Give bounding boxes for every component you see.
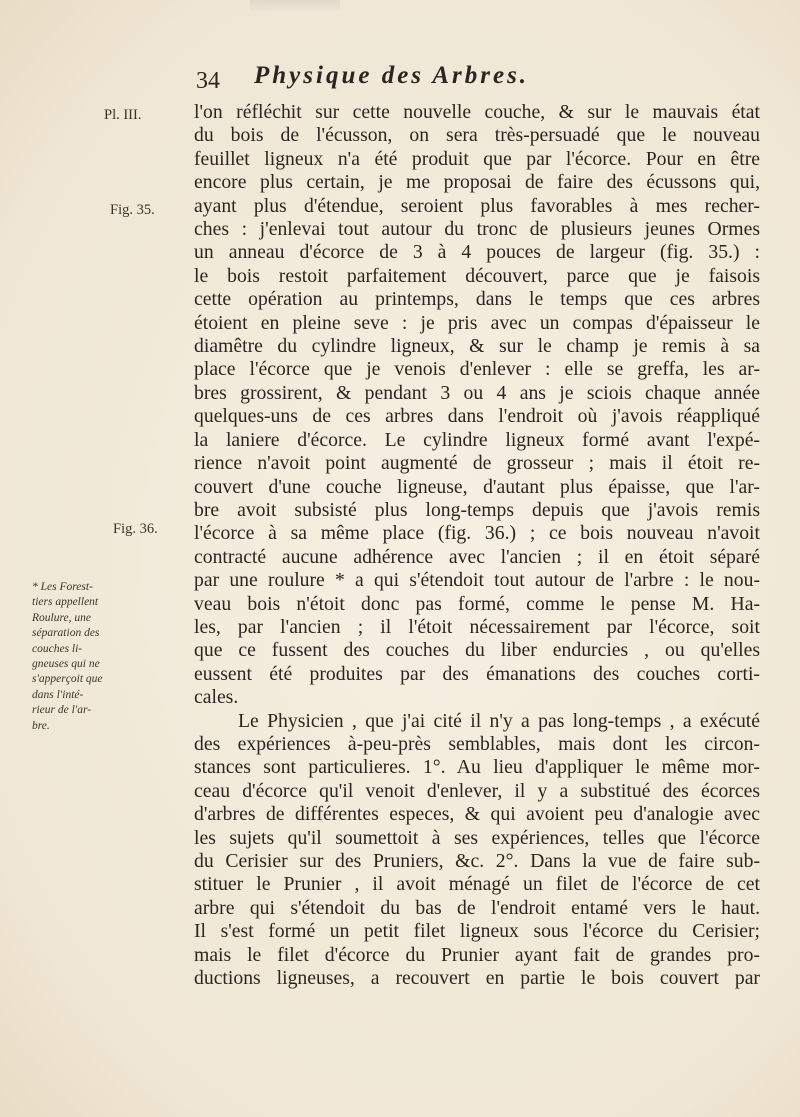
page-number: 34 <box>196 68 220 94</box>
footnote-line: Roulure, une <box>32 611 91 624</box>
text-line: place l'écorce que je venois d'enlever : elle se greffa, les ar- <box>194 358 760 381</box>
text-line: cales. <box>194 686 239 709</box>
text-line: encore plus certain, je me proposai de faire des écussons qui, <box>194 171 760 194</box>
text-line: ches : j'enlevai tout autour du tronc de plusieurs jeunes Ormes <box>194 218 760 241</box>
text-line: d'arbres de différentes especes, & qui avoient peu d'analogie avec <box>194 803 760 826</box>
footnote-line: gneuses qui ne <box>32 658 100 671</box>
footnote <box>32 580 152 734</box>
footnote-line: rieur de l'ar- <box>32 704 92 717</box>
text-line: couvert d'une couche ligneuse, d'autant plus épaisse, que l'ar- <box>194 475 760 498</box>
footnote-line: dans l'inté- <box>32 688 84 701</box>
margin-note-fig35: Fig. 35. <box>110 202 155 218</box>
text-line: des expériences à-peu-près semblables, mais dont les circon- <box>194 732 760 755</box>
text-line: l'écorce à sa même place (fig. 36.) ; ce bois nouveau n'avoit <box>194 522 760 545</box>
text-line: du bois de l'écusson, on sera très-persuadé que le nouveau <box>194 124 760 147</box>
text-line: ductions ligneuses, a recouvert en partie le bois couvert par <box>194 967 760 990</box>
text-line: stituer le Prunier , il avoit ménagé un filet de l'écorce de cet <box>194 873 760 896</box>
text-line: bre avoit subsisté plus long-temps depuis que j'avois remis <box>194 498 760 521</box>
footnote-line: tiers appellent <box>32 596 99 609</box>
running-title: Physique des Arbres. <box>254 62 530 89</box>
text-line: ceau d'écorce qu'il venoit d'enlever, il y a substitué des écorces <box>194 779 760 802</box>
text-line: stances sont particulieres. 1°. Au lieu d'appliquer le même mor- <box>194 756 760 779</box>
footnote-line: séparation des <box>32 627 100 640</box>
text-line: du Cerisier sur des Pruniers, &c. 2°. Dans la vue de faire sub- <box>194 850 760 872</box>
text-line: bres grossirent, & pendant 3 ou 4 ans je sciois chaque année <box>194 381 760 404</box>
text-line: par une roulure * a qui s'étendoit tout autour de l'arbre : le nou- <box>194 569 760 592</box>
text-line: arbre qui s'étendoit du bas de l'endroit entamé vers le haut. <box>194 896 760 919</box>
text-line: ayant plus d'étendue, seroient plus favorables à mes recher- <box>194 194 760 217</box>
text-line: rience n'avoit point augmenté de grosseur ; mais il étoit re- <box>194 452 760 475</box>
text-line: la laniere d'écorce. Le cylindre ligneux formé avant l'expé- <box>194 428 760 451</box>
page-header <box>196 62 756 96</box>
text-line: eussent été produites par des émanations des couches corti- <box>194 662 760 685</box>
text-line: contracté aucune adhérence avec l'ancien ; il en étoit séparé <box>194 545 760 568</box>
text-line: les, par l'ancien ; il l'étoit nécessairement par l'écorce, soit <box>194 615 760 638</box>
print-bleed-mark <box>250 0 340 12</box>
text-line: le bois restoit parfaitement découvert, parce que je faisois <box>194 264 760 287</box>
text-line: un anneau d'écorce de 3 à 4 pouces de largeur (fig. 35.) : <box>194 241 760 264</box>
text-line: Il s'est formé un petit filet ligneux sous l'écorce du Cerisier; <box>194 920 760 943</box>
footnote-line: * Les Forest- <box>32 581 93 593</box>
text-line: cette opération au printemps, dans le temps que ces arbres <box>194 288 760 311</box>
text-line: veau bois n'étoit donc pas formé, comme le pense M. Ha- <box>194 592 760 615</box>
margin-note-plate: Pl. III. <box>104 107 142 123</box>
text-line: les sujets qu'il soumettoit à ses expériences, telles que l'écorce <box>194 826 760 849</box>
text-line: que ce fussent des couches du liber endurcies , ou qu'elles <box>194 639 760 662</box>
text-line: quelques-uns de ces arbres dans l'endroit où j'avois réappliqué <box>194 405 760 428</box>
footnote-line: bre. <box>32 719 50 732</box>
footnote-line: couches li- <box>32 642 83 655</box>
text-line: diamêtre du cylindre ligneux, & sur le champ je remis à sa <box>194 335 760 358</box>
text-line: étoient en pleine seve : je pris avec un compas d'épaisseur le <box>194 311 760 334</box>
text-line: Le Physicien , que j'ai cité il n'y a pas long-temps , a exécuté <box>238 709 760 732</box>
margin-note-fig36: Fig. 36. <box>113 521 158 537</box>
body-text <box>194 101 760 990</box>
text-line: feuillet ligneux n'a été produit que par l'écorce. Pour en être <box>194 147 760 170</box>
text-line: mais le filet d'écorce du Prunier ayant fait de grandes pro- <box>194 943 760 966</box>
text-line: l'on réfléchit sur cette nouvelle couche, & sur le mauvais état <box>194 101 760 123</box>
footnote-line: s'apperçoit que <box>32 673 103 686</box>
